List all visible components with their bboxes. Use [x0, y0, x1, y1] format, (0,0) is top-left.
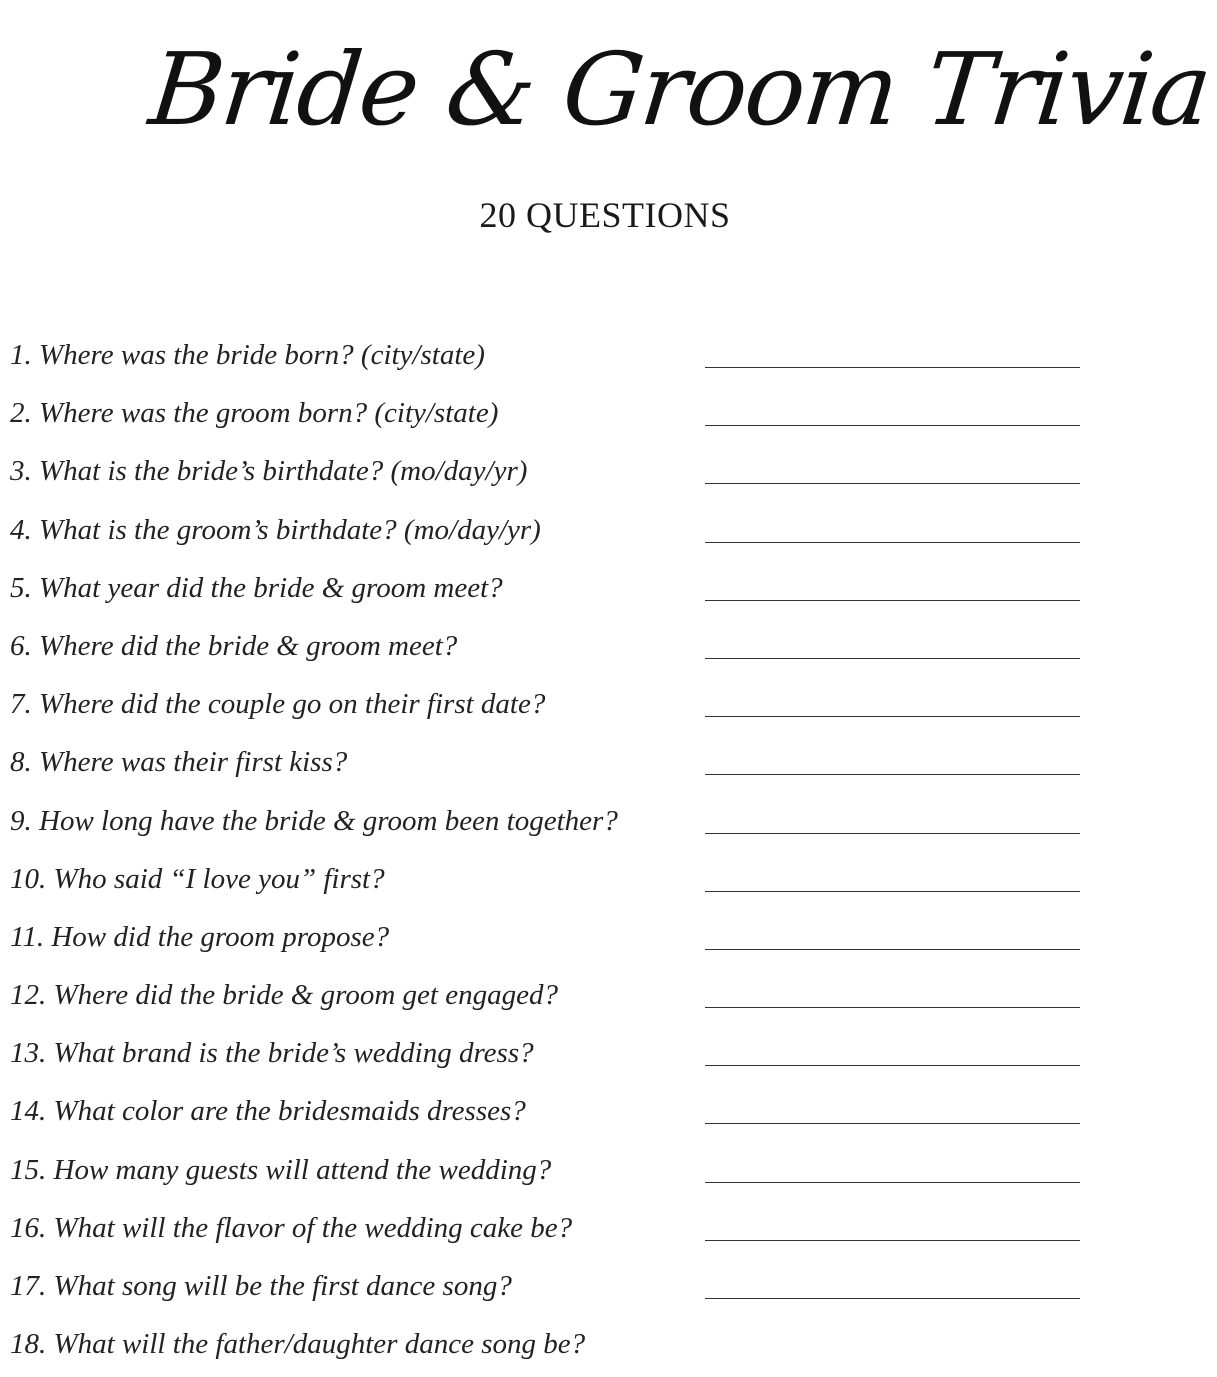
question-row: [10, 1261, 1080, 1319]
question-text: 17. What song will be the first dance song?: [10, 1270, 512, 1302]
answer-line: [705, 1182, 1080, 1183]
question-text: 5. What year did the bride & groom meet?: [10, 571, 503, 604]
answer-line: [705, 949, 1080, 950]
question-row: [10, 970, 1080, 1028]
question-row: [10, 796, 1080, 854]
answer-line: [705, 833, 1080, 834]
question-row: [10, 737, 1080, 795]
question-list: [10, 330, 1080, 1377]
question-row: [10, 912, 1080, 970]
question-row: [10, 1319, 1080, 1377]
question-row: [10, 1028, 1080, 1086]
question-text: 18. What will the father/daughter dance song be?: [10, 1328, 586, 1361]
question-row: [10, 446, 1080, 504]
question-text: 13. What brand is the bride’s wedding dress?: [10, 1037, 534, 1070]
question-row: [10, 854, 1080, 912]
question-text: 14. What color are the bridesmaids dresses?: [10, 1095, 526, 1128]
question-row: [10, 388, 1080, 446]
answer-line: [705, 1298, 1080, 1299]
question-text: 6. Where did the bride & groom meet?: [10, 629, 458, 662]
question-text: 16. What will the flavor of the wedding cake be?: [10, 1211, 573, 1244]
question-text: 2. Where was the groom born? (city/state): [10, 397, 499, 430]
answer-line: [705, 1007, 1080, 1008]
question-text: 10. Who said “I love you” first?: [10, 862, 385, 895]
question-row: [10, 621, 1080, 679]
question-row: [10, 1203, 1080, 1261]
page-subtitle: 20 QUESTIONS: [479, 195, 731, 235]
question-row: [10, 1086, 1080, 1144]
question-row: [10, 563, 1080, 621]
answer-line: [705, 600, 1080, 601]
question-text: 7. Where did the couple go on their first date?: [10, 688, 546, 721]
answer-line: [705, 716, 1080, 717]
question-text: 11. How did the groom propose?: [10, 920, 390, 953]
question-text: 9. How long have the bride & groom been together?: [10, 804, 618, 837]
answer-line: [705, 658, 1080, 659]
question-text: 4. What is the groom’s birthdate? (mo/day/yr): [10, 513, 541, 546]
question-row: [10, 505, 1080, 563]
page-title: Bride & Groom Trivia: [144, 31, 1216, 148]
question-text: 15. How many guests will attend the wedding?: [10, 1153, 552, 1186]
answer-line: [705, 542, 1080, 543]
answer-line: [705, 1123, 1080, 1124]
answer-line: [705, 1240, 1080, 1241]
question-row: [10, 1145, 1080, 1203]
question-text: 12. Where did the bride & groom get engaged?: [10, 979, 558, 1012]
answer-line: [705, 1065, 1080, 1066]
question-text: 3. What is the bride’s birthdate? (mo/day/yr): [10, 455, 528, 488]
answer-line: [705, 425, 1080, 426]
answer-line: [705, 483, 1080, 484]
question-row: [10, 330, 1080, 388]
question-text: 1. Where was the bride born? (city/state): [10, 339, 485, 371]
question-text: 8. Where was their first kiss?: [10, 746, 348, 779]
answer-line: [705, 774, 1080, 775]
question-row: [10, 679, 1080, 737]
answer-line: [705, 891, 1080, 892]
answer-line: [705, 367, 1080, 368]
